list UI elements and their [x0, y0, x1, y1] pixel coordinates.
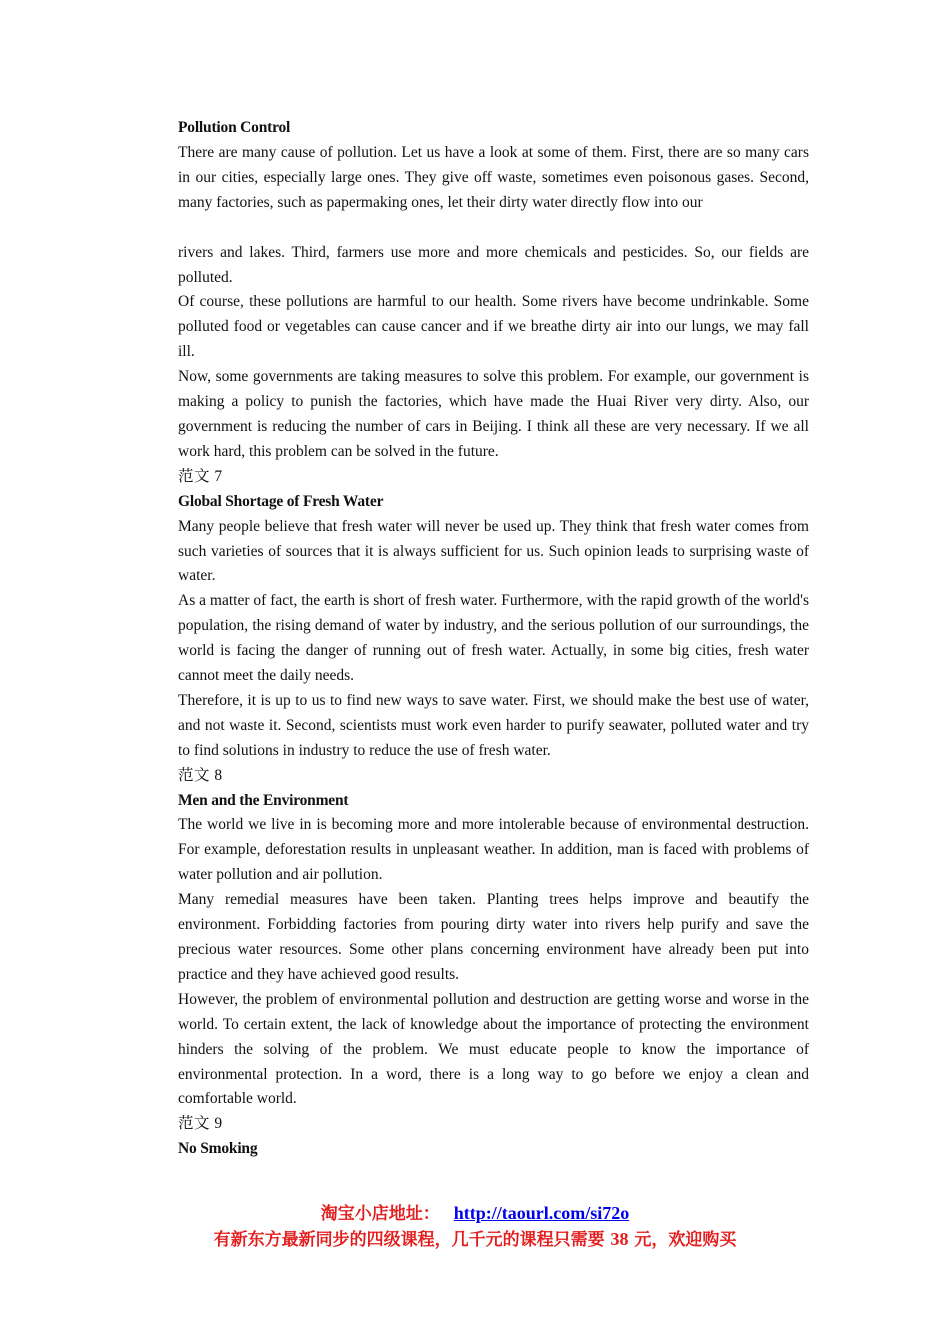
footer-promo-line: [0, 1225, 950, 1250]
section-title-pollution-control: Pollution Control: [178, 119, 291, 136]
sample-label-8: 范文 8: [178, 766, 223, 784]
section-title-global-shortage: Global Shortage of Fresh Water: [178, 492, 384, 510]
document-body: [178, 116, 809, 1162]
paragraph: Now, some governments are taking measures to solve this problem. For example, our government is making a policy to punish the factories, which have made the Huai River very dirty. Also, our government is reducing the number of cars in Beijing. I think all these are very necessary. If we all work hard, this problem can be solved in the future.: [178, 368, 809, 460]
footer-shop-line: [0, 1199, 950, 1224]
footer-promo-prefix: 有新东方最新同步的四级课程，几千元的课程只需要: [213, 1230, 611, 1250]
paragraph: As a matter of fact, the earth is short of fresh water. Furthermore, with the rapid growth of the world's population, the rising demand of water by industry, and the serious pollution of our surroundings, the world is facing the danger of running out of fresh water. Actually, in some big cities, fresh water cannot meet the daily needs.: [178, 592, 809, 685]
paragraph: Many people believe that fresh water will never be used up. They think that fresh water comes from such varieties of sources that it is always sufficient for us. Such opinion leads to surprising waste of water.: [178, 517, 809, 585]
paragraph: However, the problem of environmental pollution and destruction are getting worse and worse in the world. To certain extent, the lack of knowledge about the importance of protecting the environment hinders the solving of the problem. We must educate people to know the importance of environmental protection. In a word, there is a long way to go before we enjoy a clean and comfortable world.: [178, 990, 809, 1108]
paragraph: Many remedial measures have been taken. Planting trees helps improve and beautify the environment. Forbidding factories from pouring dirty water into rivers help purify and save the precious water resources. Some other plans concerning environment have already been put into practice and they have achieved good results.: [178, 891, 809, 983]
paragraph: Therefore, it is up to us to find new ways to save water. First, we should make the best use of water, and not waste it. Second, scientists must work even harder to purify seawater, polluted water and try to find solutions in industry to reduce the use of fresh water.: [178, 691, 809, 759]
sample-label-7: 范文 7: [178, 467, 223, 485]
paragraph-gap: [178, 216, 809, 241]
footer-shop-link[interactable]: http://taourl.com/si72o: [453, 1203, 630, 1223]
paragraph: The world we live in is becoming more and more intolerable because of environmental destruction. For example, deforestation results in unpleasant weather. In addition, man is faced with problems of water pollution and air pollution.: [178, 816, 809, 884]
footer-promo-price: 38: [610, 1229, 629, 1249]
paragraph: rivers and lakes. Third, farmers use more and more chemicals and pesticides. So, our fields are polluted.: [178, 243, 809, 286]
footer-shop-label: 淘宝小店地址：: [320, 1204, 440, 1224]
section-title-men-environment: Men and the Environment: [178, 791, 349, 809]
sample-label-9: 范文 9: [178, 1115, 223, 1133]
footer-promo-suffix: 元，欢迎购买: [628, 1230, 737, 1250]
paragraph: Of course, these pollutions are harmful to our health. Some rivers have become undrinkable. Some polluted food or vegetables can cause cancer and if we breathe dirty air into our lungs, we may fall ill.: [178, 293, 809, 361]
section-title-no-smoking: No Smoking: [178, 1140, 258, 1158]
paragraph: There are many cause of pollution. Let us have a look at some of them. First, there are so many cars in our cities, especially large ones. They give off waste, sometimes even poisonous gases. Second, many factories, such as papermaking ones, let their dirty water directly flow into our: [178, 143, 809, 211]
